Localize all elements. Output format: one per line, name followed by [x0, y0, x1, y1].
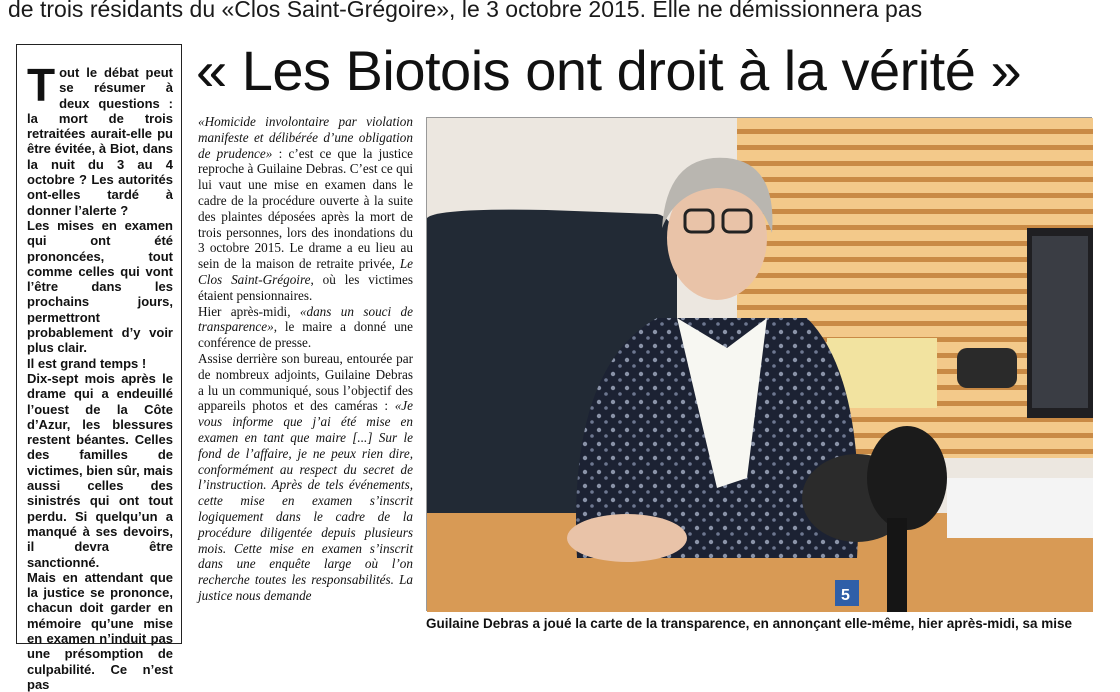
article-text: , où les victimes étaient pensionnaires.: [198, 271, 413, 303]
photo-illustration: [427, 118, 1093, 612]
keyboard: [947, 478, 1093, 538]
editorial-paragraph: Il est grand temps !: [27, 355, 147, 371]
article-text: Assise derrière son bureau, entourée par de nombreux adjoints, Guilaine Debras a lu un communiqué, sous l’objectif des appareils photos et des caméras :: [198, 350, 413, 414]
person-hands: [567, 514, 687, 562]
article-quote: «dans un souci de transparence»: [198, 303, 414, 335]
article-paragraph: [198, 351, 413, 604]
editorial-paragraph: Dix-sept mois après le drame qui a endeuillé l’ouest de la Côte d’Azur, les blessures restent béantes. Celles des familles de victimes, bien sûr, mais aussi celles des sinistrés qui ont tout perdu. Si quelqu’un a manqué à ses devoirs, il devra être sanctionné.: [27, 370, 173, 570]
top-line: de trois résidants du «Clos Saint-Grégoire», le 3 octobre 2015. Elle ne démissionnera pas: [8, 0, 923, 22]
editorial-paragraph: Les mises en examen qui ont été prononcées, tout comme celles qui vont l’être dans les prochains jours, permettront probablement d’y voir plus clair.: [27, 217, 173, 356]
editorial-paragraph: out le débat peut se résumer à deux questions : la mort de trois retraitées aurait-elle pu être évitée, à Biot, dans la nuit du 3 au 4 octobre ? Les autorités ont-elles tardé à donner l’alerte ?: [27, 65, 173, 218]
article-text: : c’est ce que la justice reproche à Guilaine Debras. C’est ce qui lui vaut une mise en examen dans le cadre de la procédure ouverte à la suite des plaintes déposées après la mort de trois personnes, lors des inondations du 3 octobre 2015. Le drame a eu lieu au sein de la maison de retraite privée,: [198, 145, 413, 272]
article-column: [198, 114, 413, 634]
article-place: Le Clos Saint-Grégoire: [198, 256, 413, 287]
article-paragraph: [198, 114, 413, 304]
article-quote: «Homicide involontaire par violation manifeste et délibérée d’une obligation de prudence»: [198, 114, 413, 161]
photo-caption: Guilaine Debras a joué la carte de la transparence, en annonçant elle-même, hier après-midi, sa mise: [426, 616, 1073, 631]
article-photo: [426, 117, 1092, 611]
headline: « Les Biotois ont droit à la vérité »: [196, 39, 1022, 102]
editorial-column: [16, 44, 182, 692]
microphone-flag-number: 5: [841, 587, 850, 604]
editorial-paragraph: Mais en attendant que la justice se prononce, chacun doit garder en mémoire qu’une mise en examen n’induit pas une présomption de culpabilité. Ce n’est pas: [27, 569, 173, 692]
desk-phone-icon: [957, 348, 1017, 388]
article-paragraph: [198, 304, 413, 351]
article-text: Hier après-midi,: [198, 303, 300, 319]
dropcap: T: [27, 59, 56, 111]
article-text: , le maire a donné une conférence de presse.: [198, 319, 413, 351]
article-quote: «Je vous informe que j’ai été mise en examen en tant que maire [...] Sur le fond de l’affaire, je ne peux rien dire, conformément au respect du secret de l’instruction. Après de tels événements, cette mise en examen s’inscrit logiquement dans le cadre de la procédure diligentée depuis plusieurs mois. Cette mise en examen s’inscrit dans une enquête large où l’on recherche toutes les responsabilités. La justice nous demande: [198, 398, 413, 603]
